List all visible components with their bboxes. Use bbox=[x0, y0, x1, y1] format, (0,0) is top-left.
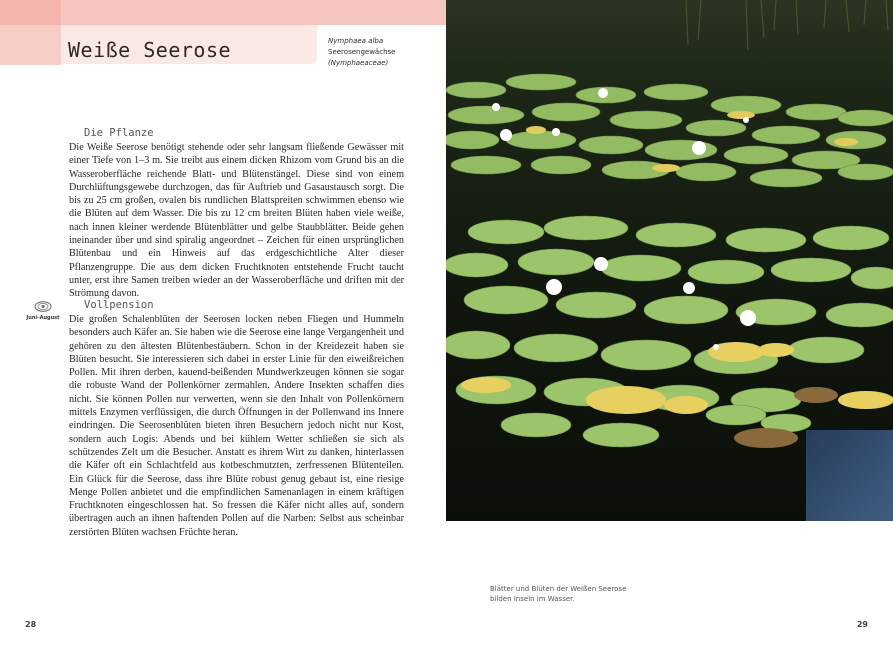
taxonomy-box bbox=[328, 36, 438, 69]
caption-line-2: bilden Inseln im Wasser. bbox=[490, 595, 575, 603]
section-heading-plant: Die Pflanze bbox=[84, 127, 154, 139]
eye-icon bbox=[34, 301, 52, 312]
header-left-block bbox=[0, 25, 61, 65]
family-name: Seerosengewächse bbox=[328, 48, 396, 56]
season-marker bbox=[22, 301, 64, 321]
photo-caption bbox=[490, 584, 690, 604]
page-number-left: 28 bbox=[25, 620, 37, 629]
season-label: Juni–August bbox=[26, 315, 60, 321]
header-corner-block bbox=[0, 0, 61, 25]
page-title: Weiße Seerose bbox=[68, 38, 232, 62]
photo-illustration bbox=[446, 0, 893, 521]
latin-name: Nymphaea alba bbox=[328, 37, 384, 45]
water-lily-photo bbox=[446, 0, 893, 521]
left-page bbox=[0, 0, 446, 648]
section-heading-pollination: Vollpension bbox=[84, 299, 154, 311]
page-number-right: 29 bbox=[856, 620, 868, 629]
right-page bbox=[446, 0, 893, 648]
header-band bbox=[61, 0, 446, 25]
family-latin-name: (Nymphaeaceae) bbox=[328, 59, 389, 67]
caption-line-1: Blätter und Blüten der Weißen Seerose bbox=[490, 585, 627, 593]
section-text-pollination: Die großen Schalenblüten der Seerosen locken neben Fliegen und Hummeln besonders auch Käfer an. Sie haben wie die Seerose eine lange Vergangenheit und gehören zu den ältesten Blütenbestäubern. Schon in der Kreidezeit haben sie Blüten besucht. Sie interessieren sich dabei in erster Linie für den eiweißreichen Pollen. Mit ihren derben, kauend-beißenden Mundwerkzeugen können sie sogar die robuste Wand der Pollenkörner zermahlen. Andere Insekten schaffen dies nicht. Sie können Pollen nur verwerten, wenn sie den Inhalt von Pollenkörnern mittels Enzymen verflüssigen, die durch Öffnungen in der Pollenwand ins Innere eindringen. Die Seerosenblüten bieten ihren Besuchern jedoch nicht nur Kost, sondern auch Logis: Abends und bei kühlem Wetter schließen sie sich als schützendes Zelt um die Besucher. Anstatt es ihrem Wirt zu danken, hinterlassen die Käfer oft ein Schlachtfeld aus kotbeschmutzten, zerfressenen Blütenteilen. Ein Glück für die Seerose, dass ihre Blüte robust genug gebaut ist, eine riesige Menge Pollen anbietet und die empfindlichen Samenanlagen in einem kräftigen Fruchtknoten eingeschlossen hat. So fressen die Käfer nicht alles auf, sondern übertragen auch an ihnen haftenden Pollen auf die Narben: Selbst aus scheinbar zerstörten Blüten wachsen Früchte heran. bbox=[69, 314, 404, 538]
section-text-plant: Die Weiße Seerose benötigt stehende oder sehr langsam fließende Gewässer mit einer Tiefe von 1–3 m. Sie treibt aus einem dicken Rhizom vom Grund bis an die Wasseroberfläche reichende Blatt- und Blütenstängel. Diese sind von einem Durchlüftungsgewebe durchzogen, das für Auftrieb und Gasaustausch sorgt. Die bis zu 25 cm großen, ovalen bis rundlichen Blattspreiten schwimmen ebenso wie die Blüten auf dem Wasser. Die bis zu 12 cm breiten Blüten haben viele weiße, nach innen kleiner werdende Blütenblätter und gelbe Staubblätter. Beide gehen ineinander über und sind spiralig angeordnet – Zeichen für einen ursprünglichen Blütenbau und ein Hinweis auf das erdgeschichtliche Alter dieser Pflanzengruppe. Die aus dem dicken Fruchtknoten entstehende Frucht taucht unter, erst ihre Samen treiben wieder an der Wasseroberfläche und driften mit der Strömung davon. bbox=[69, 142, 404, 300]
